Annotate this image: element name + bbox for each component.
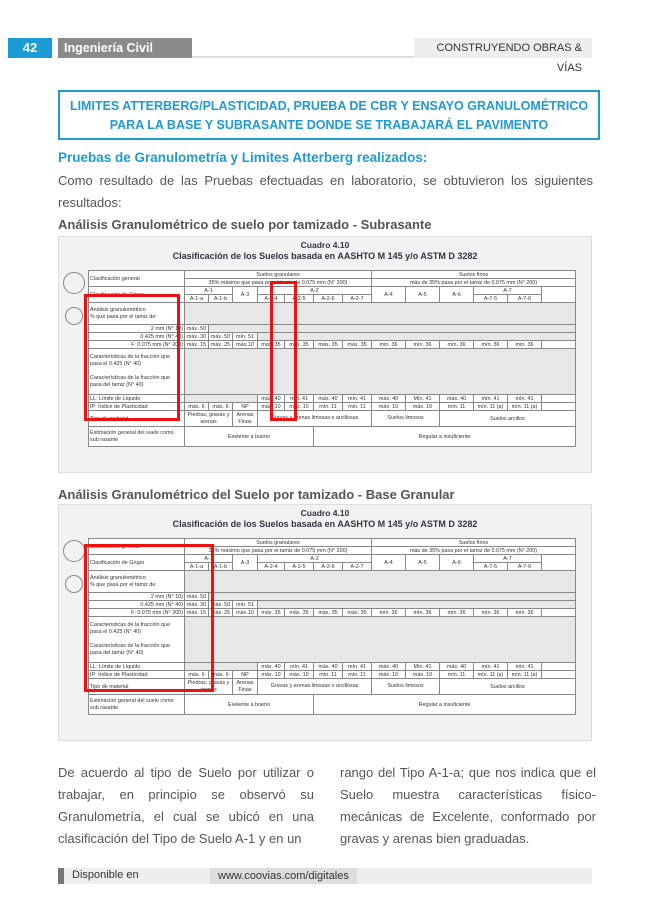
cell bbox=[542, 555, 576, 571]
cell: Piedras, gravas y arenas bbox=[185, 411, 233, 427]
red-highlight-left bbox=[84, 294, 180, 421]
cell bbox=[372, 271, 576, 279]
cell bbox=[542, 287, 576, 303]
cell: mín. 41 bbox=[285, 395, 314, 403]
cell: mín. 41 bbox=[474, 663, 508, 671]
caption-base-granular: Análisis Granulométrico del Suelo por tamizado - Base Granular bbox=[58, 487, 455, 502]
cell: máx. 6 bbox=[185, 403, 209, 411]
cell: máx. 30 bbox=[185, 333, 209, 341]
cell: Suelos arcillos bbox=[440, 411, 576, 427]
cell: Estimación general del suelo como sub rasante bbox=[89, 427, 185, 447]
cell: A-2-7 bbox=[343, 563, 372, 571]
cell bbox=[542, 671, 576, 679]
cell: mín. 36 bbox=[406, 609, 440, 617]
cell: % que pasa por el tamiz de: bbox=[90, 313, 157, 320]
cell: mín. 11 bbox=[314, 671, 343, 679]
cell: A-2 bbox=[258, 555, 372, 563]
cell bbox=[185, 571, 576, 593]
cell: máx. 35 bbox=[343, 609, 372, 617]
cell: más de 35% pasa por el tamiz de 0.075 mm (N° 200) bbox=[372, 279, 576, 287]
cell: A-7-6 bbox=[508, 295, 542, 303]
cell bbox=[542, 341, 576, 349]
cell: mín. 41 bbox=[285, 663, 314, 671]
cell: máx. 40 bbox=[440, 663, 474, 671]
cell: F: 0.075 mm (N° 200) bbox=[89, 609, 185, 617]
cell: máx. 25 bbox=[209, 609, 233, 617]
footer-bar bbox=[58, 868, 64, 884]
cell bbox=[185, 395, 258, 403]
cell: A-2-6 bbox=[314, 295, 343, 303]
red-highlight-a24 bbox=[270, 281, 297, 421]
cell: Estimación general del suelo como sub rasante bbox=[89, 695, 185, 715]
cell: 0.425 mm (N° 40) bbox=[89, 601, 185, 609]
cell: máx. 6 bbox=[185, 671, 209, 679]
footer-url[interactable]: www.coovias.com/digitales bbox=[210, 868, 357, 884]
cell: Suelos granulares bbox=[256, 539, 300, 546]
cell: Suelos granulares bbox=[256, 271, 300, 278]
cell: mín. 36 bbox=[440, 609, 474, 617]
cell bbox=[542, 395, 576, 403]
cell: máx. 50 bbox=[185, 593, 209, 601]
cell: mín. 11 (a) bbox=[508, 403, 542, 411]
cell bbox=[542, 663, 576, 671]
cell: Suelos arcillos bbox=[440, 679, 576, 695]
cell: A-2-5 bbox=[285, 563, 314, 571]
cell: A-3 bbox=[233, 287, 258, 303]
cell bbox=[542, 403, 576, 411]
cell: Exelente a bueno bbox=[185, 427, 314, 447]
cell: A-4 bbox=[372, 287, 406, 303]
cell: Clasificación general bbox=[89, 539, 185, 555]
cell: máx. 35 bbox=[258, 341, 285, 349]
cell: Mín. 41 bbox=[406, 663, 440, 671]
cell: Exelente a bueno bbox=[185, 695, 314, 715]
cell: Piedras, gravas y arenas bbox=[185, 679, 233, 695]
cell: A-2-4 bbox=[258, 563, 285, 571]
cell: Regular a insuficiente bbox=[314, 427, 576, 447]
cell: máx. 50 bbox=[209, 601, 233, 609]
cell: mín. 11 bbox=[440, 403, 474, 411]
seal-stamp bbox=[65, 575, 83, 593]
cell: máx. 50 bbox=[185, 325, 209, 333]
cell: A-3 bbox=[233, 555, 258, 571]
table-row bbox=[89, 695, 576, 715]
cell: máx. 35 bbox=[258, 609, 285, 617]
cell: A-1-b bbox=[209, 295, 233, 303]
cell: A-7-5 bbox=[474, 563, 508, 571]
cell: Clasificación de Grupo bbox=[89, 555, 185, 571]
cell: mín. 36 bbox=[372, 609, 406, 617]
title-box bbox=[58, 90, 600, 140]
cell: máx. 25 bbox=[209, 341, 233, 349]
cell: A-2-4 bbox=[258, 295, 285, 303]
cell: máx. 10 bbox=[285, 671, 314, 679]
cell: Mín. 41 bbox=[406, 395, 440, 403]
cell: Clasificación general bbox=[89, 271, 185, 287]
cell bbox=[542, 609, 576, 617]
cell bbox=[185, 271, 372, 279]
cell: IP: Índice de Plasticidad bbox=[89, 671, 185, 679]
cell: F: 0.075 mm (N° 200) bbox=[89, 341, 185, 349]
cell: LL: Límite de Líquido bbox=[89, 395, 185, 403]
cell: máx. 35 bbox=[285, 609, 314, 617]
cell: Tipo de material bbox=[89, 411, 185, 427]
cell: máx. 6 bbox=[209, 403, 233, 411]
cell: máx. 40 bbox=[314, 395, 343, 403]
cell: A-2 bbox=[258, 287, 372, 295]
title-line-2: PARA LA BASE Y SUBRASANTE DONDE SE TRABAJARÁ EL PAVIMENTO bbox=[109, 118, 549, 132]
cell: máx. 10 bbox=[372, 403, 406, 411]
cell: máx. 40 bbox=[258, 395, 285, 403]
cell: A-5 bbox=[406, 555, 440, 571]
body-column-left: De acuerdo al tipo de Suelo por utilizar o trabajar, en principio se observó su Granulometría, el cual se ubicó en una clasificación del Tipo de Suelo A-1 y en un bbox=[58, 765, 314, 846]
cell: máx. 50 bbox=[209, 333, 233, 341]
cell: mín. 11 bbox=[314, 403, 343, 411]
cell: A-6 bbox=[440, 555, 474, 571]
cell bbox=[209, 593, 576, 601]
cell: mín. 11 (a) bbox=[474, 671, 508, 679]
cell: Características de la fracción que pasa el 0.425 (N° 40) bbox=[90, 354, 170, 367]
table-subtitle: Clasificación de los Suelos basada en AASHTO M 145 y/o ASTM D 3282 bbox=[172, 251, 478, 261]
cell: Arenas Finas bbox=[233, 679, 258, 695]
cell: A-1-a bbox=[185, 563, 209, 571]
cell: mín. 36 bbox=[406, 341, 440, 349]
seal-stamp bbox=[63, 272, 85, 294]
cell: mín. 36 bbox=[474, 341, 508, 349]
table-title: Cuadro 4.10 bbox=[300, 508, 350, 518]
cell: máx. 10 bbox=[406, 403, 440, 411]
cell: NP bbox=[233, 671, 258, 679]
seal-stamp bbox=[63, 540, 85, 562]
cell: máx. 10 bbox=[258, 671, 285, 679]
cell: 0.425 mm (N° 40) bbox=[89, 333, 185, 341]
cell: máx. 15 bbox=[185, 609, 209, 617]
cell bbox=[209, 325, 576, 333]
cell: mín. 11 bbox=[343, 671, 372, 679]
cell: mín. 11 bbox=[343, 403, 372, 411]
cell: máx. 40 bbox=[258, 663, 285, 671]
footer bbox=[58, 868, 592, 884]
cell: más de 35% pasa por el tamiz de 0.075 mm (N° 200) bbox=[372, 547, 576, 555]
body-column-right: rango del Tipo A-1-a; que nos indica que el Suelo muestra características físico-mecánicas de Excelente, conformado por gravas y arenas bien graduadas. bbox=[340, 765, 596, 846]
cell bbox=[185, 303, 576, 325]
cell: A-1-a bbox=[185, 295, 209, 303]
cell: A-7-5 bbox=[474, 295, 508, 303]
cell: máx. 35 bbox=[314, 341, 343, 349]
cell: Suelos finos bbox=[458, 271, 489, 278]
cell: NP bbox=[233, 403, 258, 411]
cell: Suelos finos bbox=[458, 539, 489, 546]
cell: máx. 40 bbox=[372, 395, 406, 403]
caption-subrasante: Análisis Granulométrico de suelo por tamizado - Subrasante bbox=[58, 217, 432, 232]
cell: mín. 41 bbox=[474, 395, 508, 403]
cell: Suelos limosos bbox=[372, 679, 440, 695]
cell: Regular a insuficiente bbox=[314, 695, 576, 715]
cell: A-5 bbox=[406, 287, 440, 303]
cell: Análisis granulométrico bbox=[90, 574, 146, 581]
page-header bbox=[0, 38, 650, 74]
cell: máx. 40 bbox=[440, 395, 474, 403]
subheading: Pruebas de Granulometría y Limites Atterberg realizados: bbox=[58, 150, 428, 165]
cell: mín. 36 bbox=[440, 341, 474, 349]
magazine-title: CONSTRUYENDO OBRAS & VÍAS bbox=[414, 38, 592, 58]
cell: máx. 10 bbox=[285, 403, 314, 411]
title-line-1: LIMITES ATTERBERG/PLASTICIDAD, PRUEBA DE CBR Y ENSAYO GRANULOMÉTRICO bbox=[69, 99, 589, 113]
cell: máx.10 bbox=[233, 609, 258, 617]
table-title: Cuadro 4.10 bbox=[300, 240, 350, 250]
cell: A-7 bbox=[474, 555, 542, 563]
cell: A-1 bbox=[185, 555, 233, 563]
cell: Tipo de material bbox=[89, 679, 185, 695]
cell: máx. 30 bbox=[185, 601, 209, 609]
cell: A-2-5 bbox=[285, 295, 314, 303]
cell: mín. 36 bbox=[372, 341, 406, 349]
cell: A-2-6 bbox=[314, 563, 343, 571]
cell: A-7-6 bbox=[508, 563, 542, 571]
cell: Suelos limosos bbox=[372, 411, 440, 427]
cell: Gravas y arenas limosas o arcillosas bbox=[258, 679, 372, 695]
cell: A-4 bbox=[372, 555, 406, 571]
cell: Características de la fracción que pasa del tamiz (N° 40) bbox=[90, 375, 170, 388]
cell: máx. 10 bbox=[258, 403, 285, 411]
cell: mín. 11 bbox=[440, 671, 474, 679]
seal-stamp bbox=[65, 307, 83, 325]
cell: A-2-7 bbox=[343, 295, 372, 303]
cell: mín. 11 (a) bbox=[508, 671, 542, 679]
cell: máx. 40 bbox=[314, 663, 343, 671]
cell: IP: Índice de Plasticidad bbox=[89, 403, 185, 411]
cell: máx. 10 bbox=[406, 671, 440, 679]
cell bbox=[258, 601, 576, 609]
cell: % que pasa por el tamiz de: bbox=[90, 581, 157, 588]
cell: Características de la fracción que pasa el 0.425 (N° 40) bbox=[90, 622, 170, 635]
cell: máx. 10 bbox=[372, 671, 406, 679]
cell: mín. 36 bbox=[474, 609, 508, 617]
cell: LL: Límite de Líquido bbox=[89, 663, 185, 671]
cell: 35% máximo que pasa por el tamiz de 0.075 mm (N° 200) bbox=[185, 547, 372, 555]
cell: máx. 35 bbox=[314, 609, 343, 617]
cell: Arenas Finas bbox=[233, 411, 258, 427]
cell: mín. 36 bbox=[508, 609, 542, 617]
cell: A-6 bbox=[440, 287, 474, 303]
cell: 2 mm (N° 10) bbox=[89, 593, 185, 601]
cell: mín. 41 bbox=[343, 663, 372, 671]
cell bbox=[258, 333, 576, 341]
table-row bbox=[89, 271, 576, 279]
cell: Clasificación de Grupo bbox=[89, 287, 185, 303]
cell: 2 mm (N° 10) bbox=[89, 325, 185, 333]
cell: máx.10 bbox=[233, 341, 258, 349]
cell bbox=[185, 617, 576, 663]
cell: A-7 bbox=[474, 287, 542, 295]
table-subtitle: Clasificación de los Suelos basada en AASHTO M 145 y/o ASTM D 3282 bbox=[172, 519, 478, 529]
footer-label: Disponible en bbox=[72, 869, 139, 881]
cell: máx. 40 bbox=[372, 663, 406, 671]
cell: 35% máximo que pasa por el tamiz de 0.075 mm (N° 200) bbox=[185, 279, 372, 287]
page-number: 42 bbox=[8, 38, 52, 58]
intro-paragraph: Como resultado de las Pruebas efectuadas en laboratorio, se obtuvieron los siguientes resultados: bbox=[58, 173, 593, 210]
cell: mín. 36 bbox=[508, 341, 542, 349]
cell: A-1-b bbox=[209, 563, 233, 571]
cell: Análisis granulométrico bbox=[90, 306, 146, 313]
cell: mín. 41 bbox=[508, 663, 542, 671]
cell: A-1 bbox=[185, 287, 233, 295]
cell bbox=[372, 539, 576, 547]
red-highlight-a1a bbox=[84, 544, 214, 692]
cell bbox=[185, 349, 576, 395]
section-label: Ingeniería Civil bbox=[58, 38, 192, 58]
cell: mín. 41 bbox=[508, 395, 542, 403]
table-row bbox=[89, 427, 576, 447]
cell: mín. 11 (a) bbox=[474, 403, 508, 411]
cell: Gravas y arenas limosas o arcillosas bbox=[258, 411, 372, 427]
cell: mín. 51 bbox=[233, 601, 258, 609]
cell: máx. 6 bbox=[209, 671, 233, 679]
cell: Características de la fracción que pasa del tamiz (N° 40) bbox=[90, 643, 170, 656]
cell: mín. 51 bbox=[233, 333, 258, 341]
cell: mín. 41 bbox=[343, 395, 372, 403]
cell: máx. 35 bbox=[285, 341, 314, 349]
cell: máx. 35 bbox=[343, 341, 372, 349]
cell: máx. 15 bbox=[185, 341, 209, 349]
